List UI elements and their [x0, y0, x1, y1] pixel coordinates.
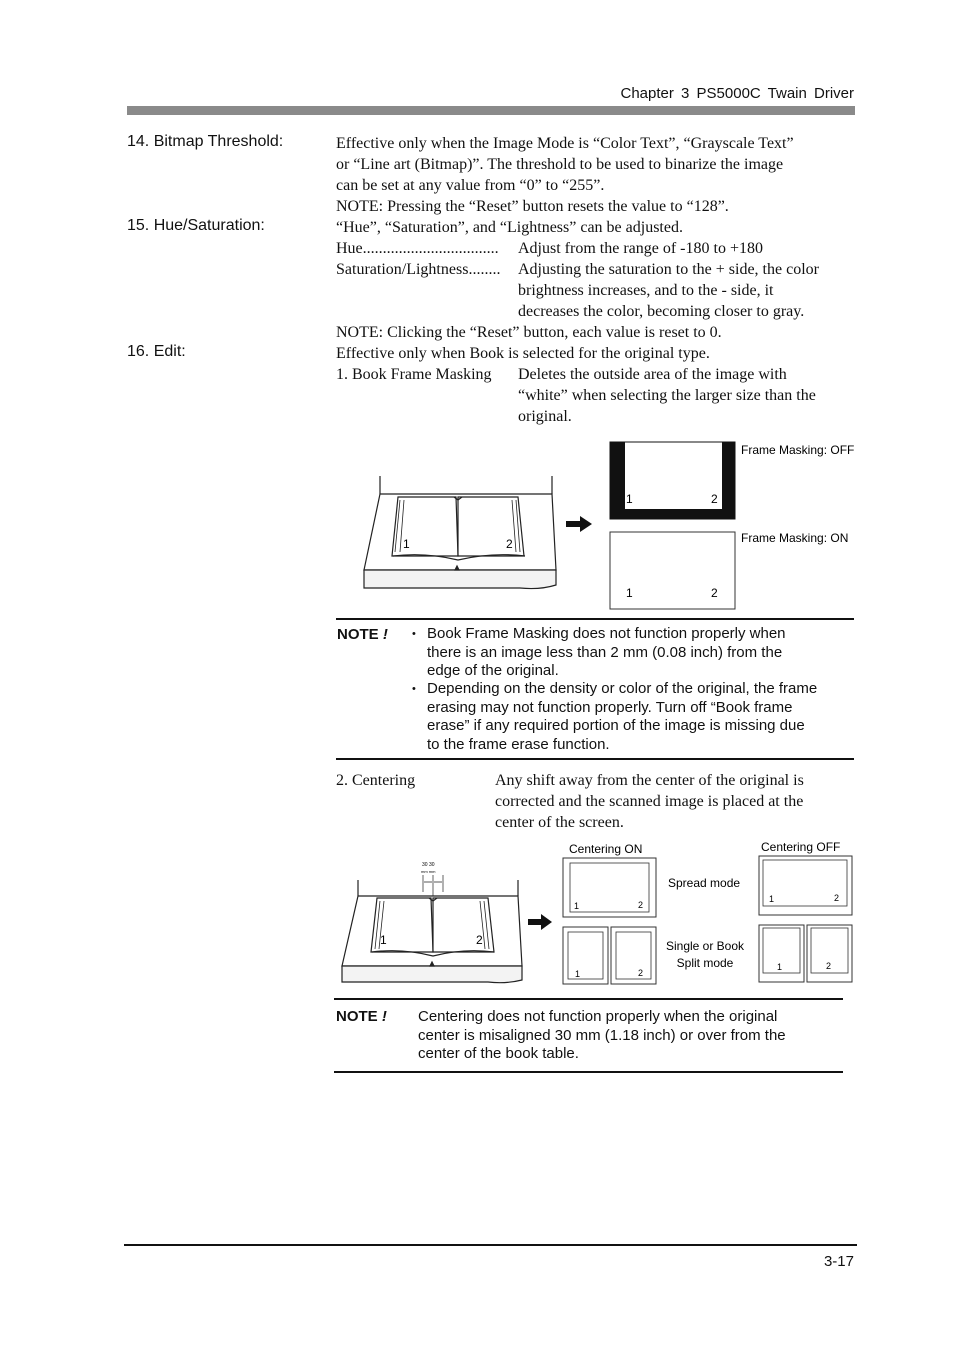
sat-term: Saturation/Lightness	[336, 261, 469, 278]
note2-mark: !	[381, 1008, 387, 1025]
book-frame-masking-term: 1. Book Frame Masking	[336, 366, 492, 383]
dimension-unit: mm mm	[421, 869, 436, 874]
spread-mode-label: Spread mode	[668, 876, 741, 890]
book-page-right: 2	[506, 537, 513, 551]
hue-leader-dots: ..................................	[362, 240, 499, 257]
frame-masking-off-label: Frame Masking: OFF	[741, 443, 855, 457]
note2-heading-text: NOTE	[336, 1008, 378, 1025]
hue-desc: Adjust from the range of -180 to +180	[518, 240, 763, 257]
off-page-left: 1	[626, 492, 633, 506]
on-single-page-right: 2	[638, 968, 644, 978]
page-number: 3-17	[823, 1253, 854, 1270]
centering-off-label: Centering OFF	[761, 840, 841, 854]
note1-mark: !	[382, 626, 388, 643]
text-line: Any shift away from the center of the original is	[495, 772, 804, 789]
item-16-label: 16. Edit:	[127, 343, 186, 360]
text-line: there is an image less than 2 mm (0.08 inch) from the	[427, 643, 783, 661]
text-line: brightness increases, and to the - side, it	[518, 282, 774, 299]
hue-term: Hue	[336, 240, 363, 257]
text-line: or “Line art (Bitmap)”. The threshold to be used to binarize the image	[336, 156, 784, 173]
text-line: edge of the original.	[427, 662, 559, 679]
book-page-left: 1	[403, 537, 410, 551]
bullet-icon: •	[412, 628, 416, 640]
item-14-label: 14. Bitmap Threshold:	[127, 133, 284, 150]
text-line: Depending on the density or color of the original, the frame	[427, 680, 818, 697]
text-line: original.	[518, 408, 572, 425]
text-line: erase” if any required portion of the image is missing due	[427, 717, 805, 734]
note1-heading-text: NOTE	[337, 626, 379, 643]
off-page-right: 2	[711, 492, 718, 506]
off-single-page-left: 1	[777, 962, 783, 972]
sat-leader-dots: ........	[468, 261, 501, 278]
note2-top-rule	[334, 998, 843, 1000]
single-mode-label-line2: Split mode	[676, 956, 734, 970]
book2-page-right: 2	[476, 933, 483, 947]
text-line: to the frame erase function.	[427, 735, 610, 753]
text-line: Deletes the outside area of the image with	[518, 366, 787, 383]
text-line: Effective only when the Image Mode is “Color Text”, “Grayscale Text”	[336, 135, 794, 152]
hue-note: NOTE: Clicking the “Reset” button, each value is reset to 0.	[336, 324, 722, 341]
note2-bottom-rule	[334, 1071, 843, 1073]
text-line: decreases the color, becoming closer to gray.	[518, 303, 805, 320]
edit-intro: Effective only when Book is selected for the original type.	[336, 345, 710, 362]
text-line: “white” when selecting the larger size than the	[518, 387, 816, 404]
dimension-label: 30 30	[422, 862, 435, 868]
single-mode-label-line1: Single or Book	[665, 939, 745, 953]
text-line: erasing may not function properly. Turn off “Book frame	[427, 698, 793, 716]
text-line: Adjusting the saturation to the + side, the color	[518, 261, 819, 278]
note2-body	[418, 1008, 843, 1064]
off-spread-page-right: 2	[834, 893, 840, 903]
item-15-label: 15. Hue/Saturation:	[127, 217, 265, 234]
book2-page-left: 1	[380, 933, 387, 947]
text-line: center of the book table.	[418, 1045, 579, 1062]
centering-off-single-preview	[759, 925, 852, 982]
note2-heading	[336, 1008, 387, 1025]
hue-intro: “Hue”, “Saturation”, and “Lightness” can be adjusted.	[336, 219, 683, 236]
on-spread-page-left: 1	[574, 901, 580, 911]
on-single-page-left: 1	[575, 969, 581, 979]
text-line: can be set at any value from “0” to “255”.	[336, 177, 605, 194]
on-page-left: 1	[626, 586, 633, 600]
text-line: Centering does not function properly when the original	[418, 1008, 778, 1025]
bullet-icon: •	[412, 683, 416, 695]
arrow-right-icon	[528, 914, 552, 930]
text-line: center is misaligned 30 mm (1.18 inch) or over from the	[418, 1026, 786, 1044]
on-page-right: 2	[711, 586, 718, 600]
scanner-book-illustration-2	[342, 875, 522, 983]
frame-masking-on-label: Frame Masking: ON	[741, 531, 849, 545]
centering-on-label: Centering ON	[569, 842, 643, 856]
footer-rule	[124, 1244, 857, 1246]
on-spread-page-right: 2	[638, 900, 644, 910]
off-single-page-right: 2	[826, 961, 832, 971]
text-line: corrected and the scanned image is placed at the	[495, 793, 804, 810]
text-line: NOTE: Pressing the “Reset” button resets the value to “128”.	[336, 198, 729, 215]
text-line: Book Frame Masking does not function properly when	[427, 625, 786, 642]
text-line: center of the screen.	[495, 814, 624, 831]
running-header: Chapter 3 PS5000C Twain Driver	[620, 85, 854, 102]
off-spread-page-left: 1	[769, 894, 775, 904]
centering-off-spread-preview	[759, 856, 852, 915]
centering-term: 2. Centering	[336, 772, 416, 789]
